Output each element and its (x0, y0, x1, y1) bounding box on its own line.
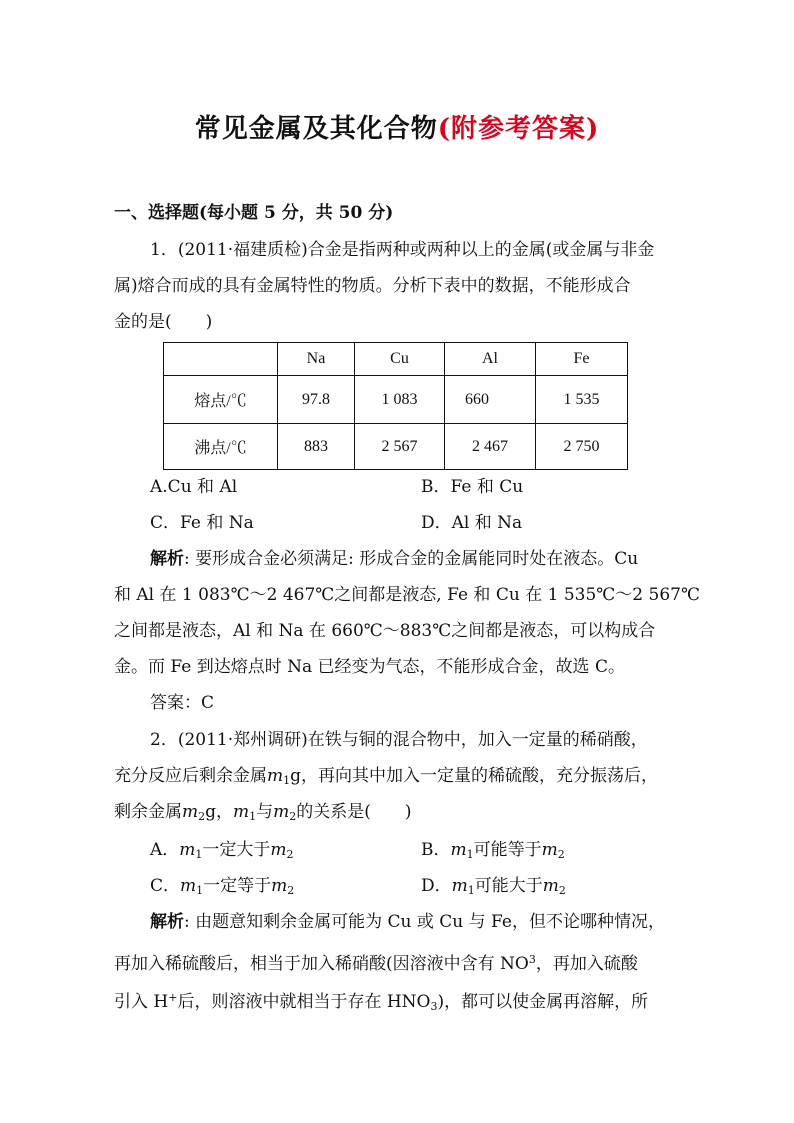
data-table (163, 342, 628, 470)
table-row (164, 424, 628, 470)
subscript: 3 (430, 1000, 438, 1013)
table-cell: 沸点/℃ (164, 424, 278, 470)
var-m: m (273, 802, 290, 822)
subscript: 2 (287, 884, 295, 897)
q1-option-d: D．Al 和 Na (421, 513, 523, 533)
q1-analysis-line-3: 之间都是液态，Al 和 Na 在 660℃～883℃之间都是液态，可以构成合 (114, 621, 656, 641)
q2-option-b (421, 840, 565, 865)
title-suffix: (附参考答案) (437, 114, 600, 144)
analysis-label: 解析 (150, 549, 184, 569)
subscript: 2 (286, 848, 294, 861)
table-cell: 1 083 (355, 376, 445, 424)
text-run: ，再加入硫酸 (535, 954, 638, 974)
text-run: 与 (256, 802, 274, 822)
table-cell: 2 567 (355, 424, 445, 470)
table-cell: Al (445, 343, 536, 376)
table-cell: Fe (536, 343, 628, 376)
q1-option-b: B．Fe 和 Cu (421, 477, 524, 497)
table-cell (164, 343, 278, 376)
q1-option-a: A.Cu 和 Al (150, 477, 238, 497)
option-letter: A． (150, 840, 180, 860)
subscript: 1 (467, 884, 475, 897)
option-letter: C． (150, 876, 181, 896)
table-cell: Na (278, 343, 355, 376)
analysis-text: : 由题意知剩余金属可能为 Cu 或 Cu 与 Fe，但不论哪种情况， (184, 912, 665, 932)
text-run: 一定等于 (203, 876, 272, 896)
option-letter: D． (421, 876, 452, 896)
text-run: 引入 H (114, 992, 169, 1012)
var-m: m (179, 840, 196, 860)
q2-stem-line-3 (114, 802, 684, 827)
subscript: 2 (557, 848, 565, 861)
q2-analysis-line-2 (114, 950, 684, 974)
table-cell: 熔点/℃ (164, 376, 278, 424)
subscript: 1 (283, 774, 291, 787)
table-cell: 883 (278, 424, 355, 470)
text-run: 可能等于 (473, 840, 542, 860)
subscript: 1 (466, 848, 474, 861)
q1-analysis-line-4: 金。而 Fe 到达熔点时 Na 已经变为气态，不能形成合金，故选 C。 (114, 657, 625, 677)
subscript: 2 (289, 810, 297, 823)
text-run: 剩余金属 (114, 802, 182, 822)
superscript: + (168, 991, 178, 1004)
text-run: 可能大于 (474, 876, 543, 896)
superscript: 3 (528, 953, 536, 966)
subscript: 1 (196, 884, 204, 897)
var-m: m (180, 876, 197, 896)
subscript: 1 (195, 848, 203, 861)
option-letter: B． (421, 840, 451, 860)
table-cell: 660 (445, 376, 536, 424)
analysis-label: 解析 (150, 912, 184, 932)
q2-option-a (150, 840, 294, 865)
var-m: m (182, 802, 199, 822)
q2-analysis-line-3 (114, 988, 684, 1017)
text-run: g，再向其中加入一定量的稀硫酸，充分振荡后， (290, 766, 659, 786)
q2-option-c (150, 876, 294, 901)
var-m: m (233, 802, 250, 822)
table-cell: 97.8 (278, 376, 355, 424)
q1-analysis-line-1 (150, 549, 684, 569)
text-run: 的关系是( ) (296, 802, 412, 822)
text-run: 一定大于 (202, 840, 271, 860)
analysis-text: : 要形成合金必须满足: 形成合金的金属能同时处在液态。Cu (184, 549, 639, 569)
table-cell: Cu (355, 343, 445, 376)
text-run: 再加入稀硫酸后，相当于加入稀硝酸(因溶液中含有 NO (114, 954, 529, 974)
text-run: 充分反应后剩余金属 (114, 766, 267, 786)
var-m: m (450, 840, 467, 860)
subscript: 1 (249, 810, 257, 823)
var-m: m (270, 840, 287, 860)
var-m: m (271, 876, 288, 896)
q1-stem-line-2: 属)熔合而成的具有金属特性的物质。分析下表中的数据，不能形成合 (114, 276, 631, 296)
text-run: 后，则溶液中就相当于存在 HNO (177, 992, 431, 1012)
title-main: 常见金属及其化合物 (194, 114, 438, 144)
table-header-row (164, 343, 628, 376)
var-m: m (541, 840, 558, 860)
q1-stem-line-1: 1．(2011·福建质检)合金是指两种或两种以上的金属(或金属与非金 (150, 240, 655, 260)
q2-analysis-line-1 (150, 912, 684, 932)
page-title (0, 108, 794, 145)
q2-stem-line-1: 2．(2011·郑州调研)在铁与铜的混合物中，加入一定量的稀硝酸， (150, 730, 648, 750)
q1-answer: 答案：C (150, 693, 215, 713)
section-heading: 一、选择题(每小题 5 分，共 50 分) (114, 203, 394, 223)
q1-analysis-line-2: 和 Al 在 1 083℃～2 467℃之间都是液态, Fe 和 Cu 在 1 535℃～2 567℃ (114, 585, 700, 605)
text-run: )，都可以使金属再溶解，所 (437, 992, 649, 1012)
table-cell: 1 535 (536, 376, 628, 424)
q2-option-d (421, 876, 566, 901)
var-m: m (451, 876, 468, 896)
subscript: 2 (558, 884, 566, 897)
table-cell: 2 467 (445, 424, 536, 470)
text-run: g， (205, 802, 234, 822)
q2-stem-line-2 (114, 766, 684, 791)
table-row (164, 376, 628, 424)
var-m: m (542, 876, 559, 896)
subscript: 2 (198, 810, 206, 823)
q1-option-c: C．Fe 和 Na (150, 513, 254, 533)
var-m: m (267, 766, 284, 786)
q1-stem-line-3: 金的是( ) (114, 312, 213, 332)
table-cell: 2 750 (536, 424, 628, 470)
